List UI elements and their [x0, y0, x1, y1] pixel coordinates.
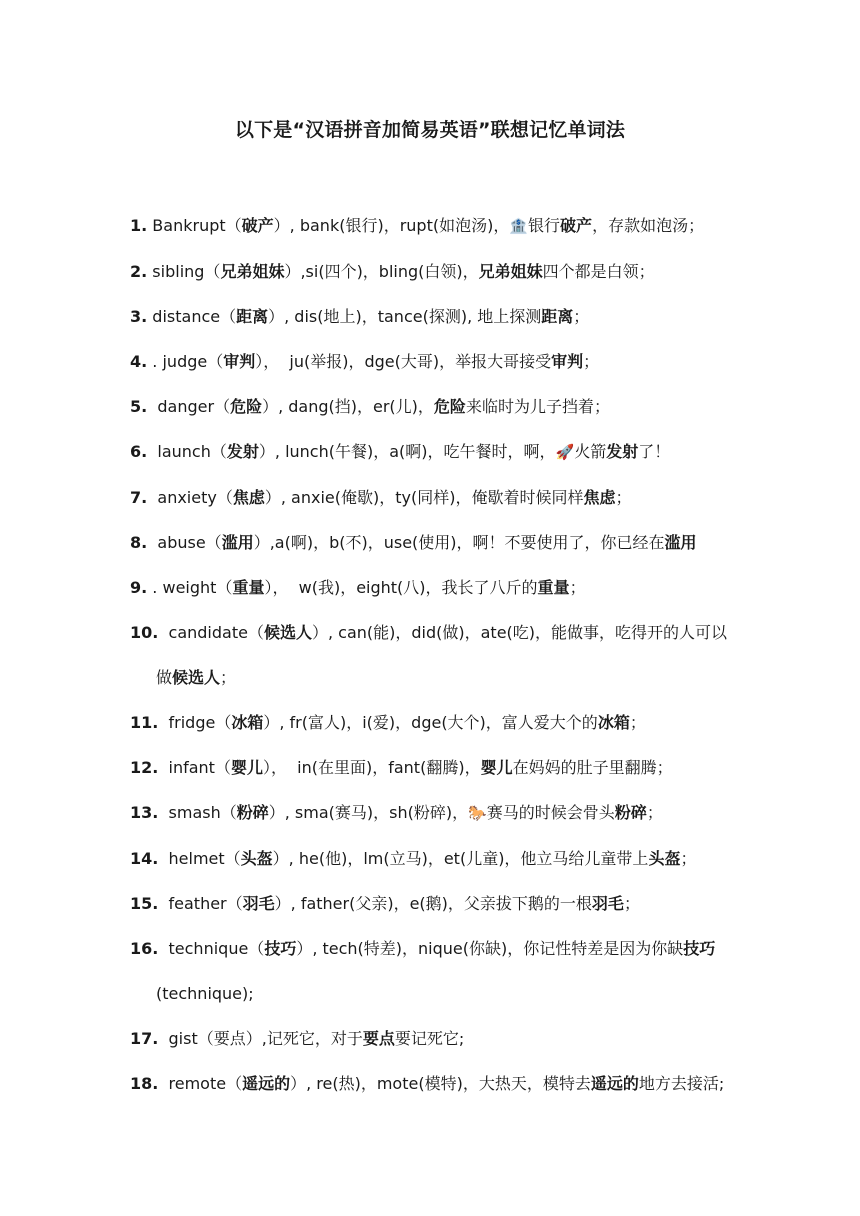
item-text: ）, lunch(午餐)，a(啊)，吃午餐时，啊，: [258, 442, 556, 461]
item-number: 2.: [130, 262, 148, 281]
horse-icon: 🐎: [468, 804, 487, 822]
item-number: 8.: [130, 533, 148, 552]
item-text: ；: [615, 488, 632, 507]
item-text: remote（: [158, 1074, 243, 1093]
item-text: ）, fr(富人)，i(爱)，dge(大个)，富人爱大个的: [263, 713, 598, 732]
list-item: [130, 1016, 770, 1061]
item-text: ；: [680, 849, 697, 868]
bold-term: 发射: [226, 442, 259, 461]
item-text: ；: [629, 713, 646, 732]
item-text: ；: [573, 307, 590, 326]
item-text: sibling（: [147, 262, 221, 281]
bold-term: 遥远的: [242, 1074, 291, 1093]
item-number: 6.: [130, 442, 148, 461]
item-text: 来临时为儿子挡着；: [465, 397, 610, 416]
item-text: ）, dang(挡)，er(儿)，: [262, 397, 434, 416]
item-text: ；: [583, 352, 600, 371]
bold-term: 冰箱: [597, 713, 630, 732]
item-text: ）, he(他)，lm(立马)，et(儿童)，他立马给儿童带上: [272, 849, 649, 868]
bold-term: 候选人: [172, 668, 221, 687]
item-text: helmet（: [158, 849, 241, 868]
item-text: ；: [569, 578, 586, 597]
bold-term: 头盔: [240, 849, 273, 868]
bold-term: 婴儿: [230, 758, 263, 777]
item-text: 火箭: [574, 442, 607, 461]
bold-term: 技巧: [683, 939, 716, 958]
list-item: [130, 881, 770, 926]
item-text: distance（: [147, 307, 237, 326]
item-text: 赛马的时候会骨头: [486, 803, 615, 822]
item-text: ）, anxie(俺歇)，ty(同样)，俺歇着时候同样: [264, 488, 584, 507]
page-title: 以下是“汉语拼音加简易英语”联想记忆单词法: [234, 119, 626, 141]
bold-term: 距离: [236, 307, 269, 326]
item-number: 5.: [130, 397, 148, 416]
bold-term: 焦虑: [583, 488, 616, 507]
bold-term: 危险: [433, 397, 466, 416]
bold-term: 羽毛: [591, 894, 624, 913]
item-text: 做: [156, 668, 173, 687]
item-text: 在妈妈的肚子里翻腾；: [512, 758, 673, 777]
list-item: [130, 249, 770, 294]
item-text: launch（: [147, 442, 227, 461]
bold-term: 焦虑: [232, 488, 265, 507]
bold-term: 距离: [541, 307, 574, 326]
item-text: ）, father(父亲)，e(鹅)，父亲拔下鹅的一根: [274, 894, 592, 913]
bold-term: 审判: [223, 352, 256, 371]
item-number: 16.: [130, 939, 159, 958]
item-text: ）, re(热)，mote(模特)，大热天，模特去: [290, 1074, 591, 1093]
item-text: ；: [646, 803, 663, 822]
item-text: ）， ju(举报)，dge(大哥)，举报大哥接受: [255, 352, 552, 371]
bold-term: 破产: [560, 216, 593, 235]
vocabulary-list: [130, 203, 770, 1106]
list-item-continuation: [130, 655, 770, 700]
item-text: infant（: [158, 758, 231, 777]
list-item: [130, 384, 770, 429]
item-number: 18.: [130, 1074, 159, 1093]
item-number: 1.: [130, 216, 148, 235]
bold-term: 滥用: [221, 533, 254, 552]
bold-term: 重量: [232, 578, 265, 597]
item-number: 15.: [130, 894, 159, 913]
item-number: 11.: [130, 713, 159, 732]
list-item: [130, 926, 770, 971]
item-text: gist（要点）,记死它，对于: [158, 1029, 363, 1048]
item-text: abuse（: [147, 533, 222, 552]
list-item: [130, 836, 770, 881]
item-text: 银行: [528, 216, 561, 235]
item-text: danger（: [147, 397, 231, 416]
list-item: [130, 745, 770, 790]
item-text: ，存款如泡汤；: [592, 216, 705, 235]
bank-icon: 🏦: [509, 217, 529, 235]
item-number: 13.: [130, 803, 159, 822]
item-text: technique（: [158, 939, 265, 958]
item-text: ）, tech(特差)，nique(你缺)，你记性特差是因为你缺: [296, 939, 684, 958]
list-item: [130, 203, 770, 249]
bold-term: 冰箱: [231, 713, 264, 732]
bold-term: 粉碎: [236, 803, 269, 822]
item-text: ；: [623, 894, 640, 913]
list-item: [130, 520, 770, 565]
list-item: [130, 565, 770, 610]
item-number: 4.: [130, 352, 148, 371]
item-text: 了！: [638, 442, 671, 461]
bold-term: 发射: [606, 442, 639, 461]
item-text: fridge（: [158, 713, 232, 732]
item-text: ）,si(四个)，bling(白领)，: [284, 262, 479, 281]
item-text: ）， in(在里面)，fant(翻腾)，: [262, 758, 481, 777]
list-item: [130, 790, 770, 836]
item-number: 17.: [130, 1029, 159, 1048]
bold-term: 兄弟姐妹: [478, 262, 543, 281]
list-item: [130, 610, 770, 655]
bold-term: 候选人: [263, 623, 312, 642]
item-number: 12.: [130, 758, 159, 777]
rocket-icon: 🚀: [555, 443, 575, 461]
item-number: 7.: [130, 488, 148, 507]
item-text: anxiety（: [147, 488, 233, 507]
bold-term: 审判: [551, 352, 584, 371]
item-text: 要记死它;: [394, 1029, 465, 1048]
list-item: [130, 339, 770, 384]
item-text: ）, can(能)，did(做)，ate(吃)，能做事，吃得开的人可以: [311, 623, 728, 642]
item-text: . weight（: [147, 578, 233, 597]
item-text: . judge（: [147, 352, 224, 371]
bold-term: 破产: [241, 216, 274, 235]
item-text: ）,a(啊)，b(不)，use(使用)，啊！不要使用了，你已经在: [253, 533, 665, 552]
bold-term: 羽毛: [242, 894, 275, 913]
bold-term: 粉碎: [614, 803, 647, 822]
bold-term: 婴儿: [480, 758, 513, 777]
bold-term: 滥用: [664, 533, 697, 552]
item-text: (technique);: [156, 984, 254, 1003]
list-item-continuation: [130, 971, 770, 1016]
bold-term: 危险: [230, 397, 263, 416]
bold-term: 要点: [362, 1029, 395, 1048]
item-text: smash（: [158, 803, 237, 822]
list-item: [130, 294, 770, 339]
item-text: Bankrupt（: [147, 216, 242, 235]
bold-term: 遥远的: [590, 1074, 639, 1093]
item-number: 9.: [130, 578, 148, 597]
list-item: [130, 429, 770, 475]
list-item: [130, 1061, 770, 1106]
item-number: 14.: [130, 849, 159, 868]
item-text: ）, sma(赛马)，sh(粉碎)，: [268, 803, 469, 822]
bold-term: 重量: [537, 578, 570, 597]
item-text: 地方去接活;: [638, 1074, 725, 1093]
item-text: feather（: [158, 894, 243, 913]
item-text: 四个都是白领；: [542, 262, 655, 281]
item-text: candidate（: [158, 623, 264, 642]
item-text: ）, bank(银行)，rupt(如泡汤)，: [273, 216, 510, 235]
bold-term: 兄弟姐妹: [220, 262, 285, 281]
item-text: ；: [220, 668, 237, 687]
bold-term: 头盔: [648, 849, 681, 868]
item-text: ）， w(我)，eight(八)，我长了八斤的: [264, 578, 538, 597]
list-item: [130, 475, 770, 520]
list-item: [130, 700, 770, 745]
bold-term: 技巧: [264, 939, 297, 958]
item-text: ）, dis(地上)，tance(探测), 地上探测: [268, 307, 542, 326]
item-number: 10.: [130, 623, 159, 642]
item-number: 3.: [130, 307, 148, 326]
